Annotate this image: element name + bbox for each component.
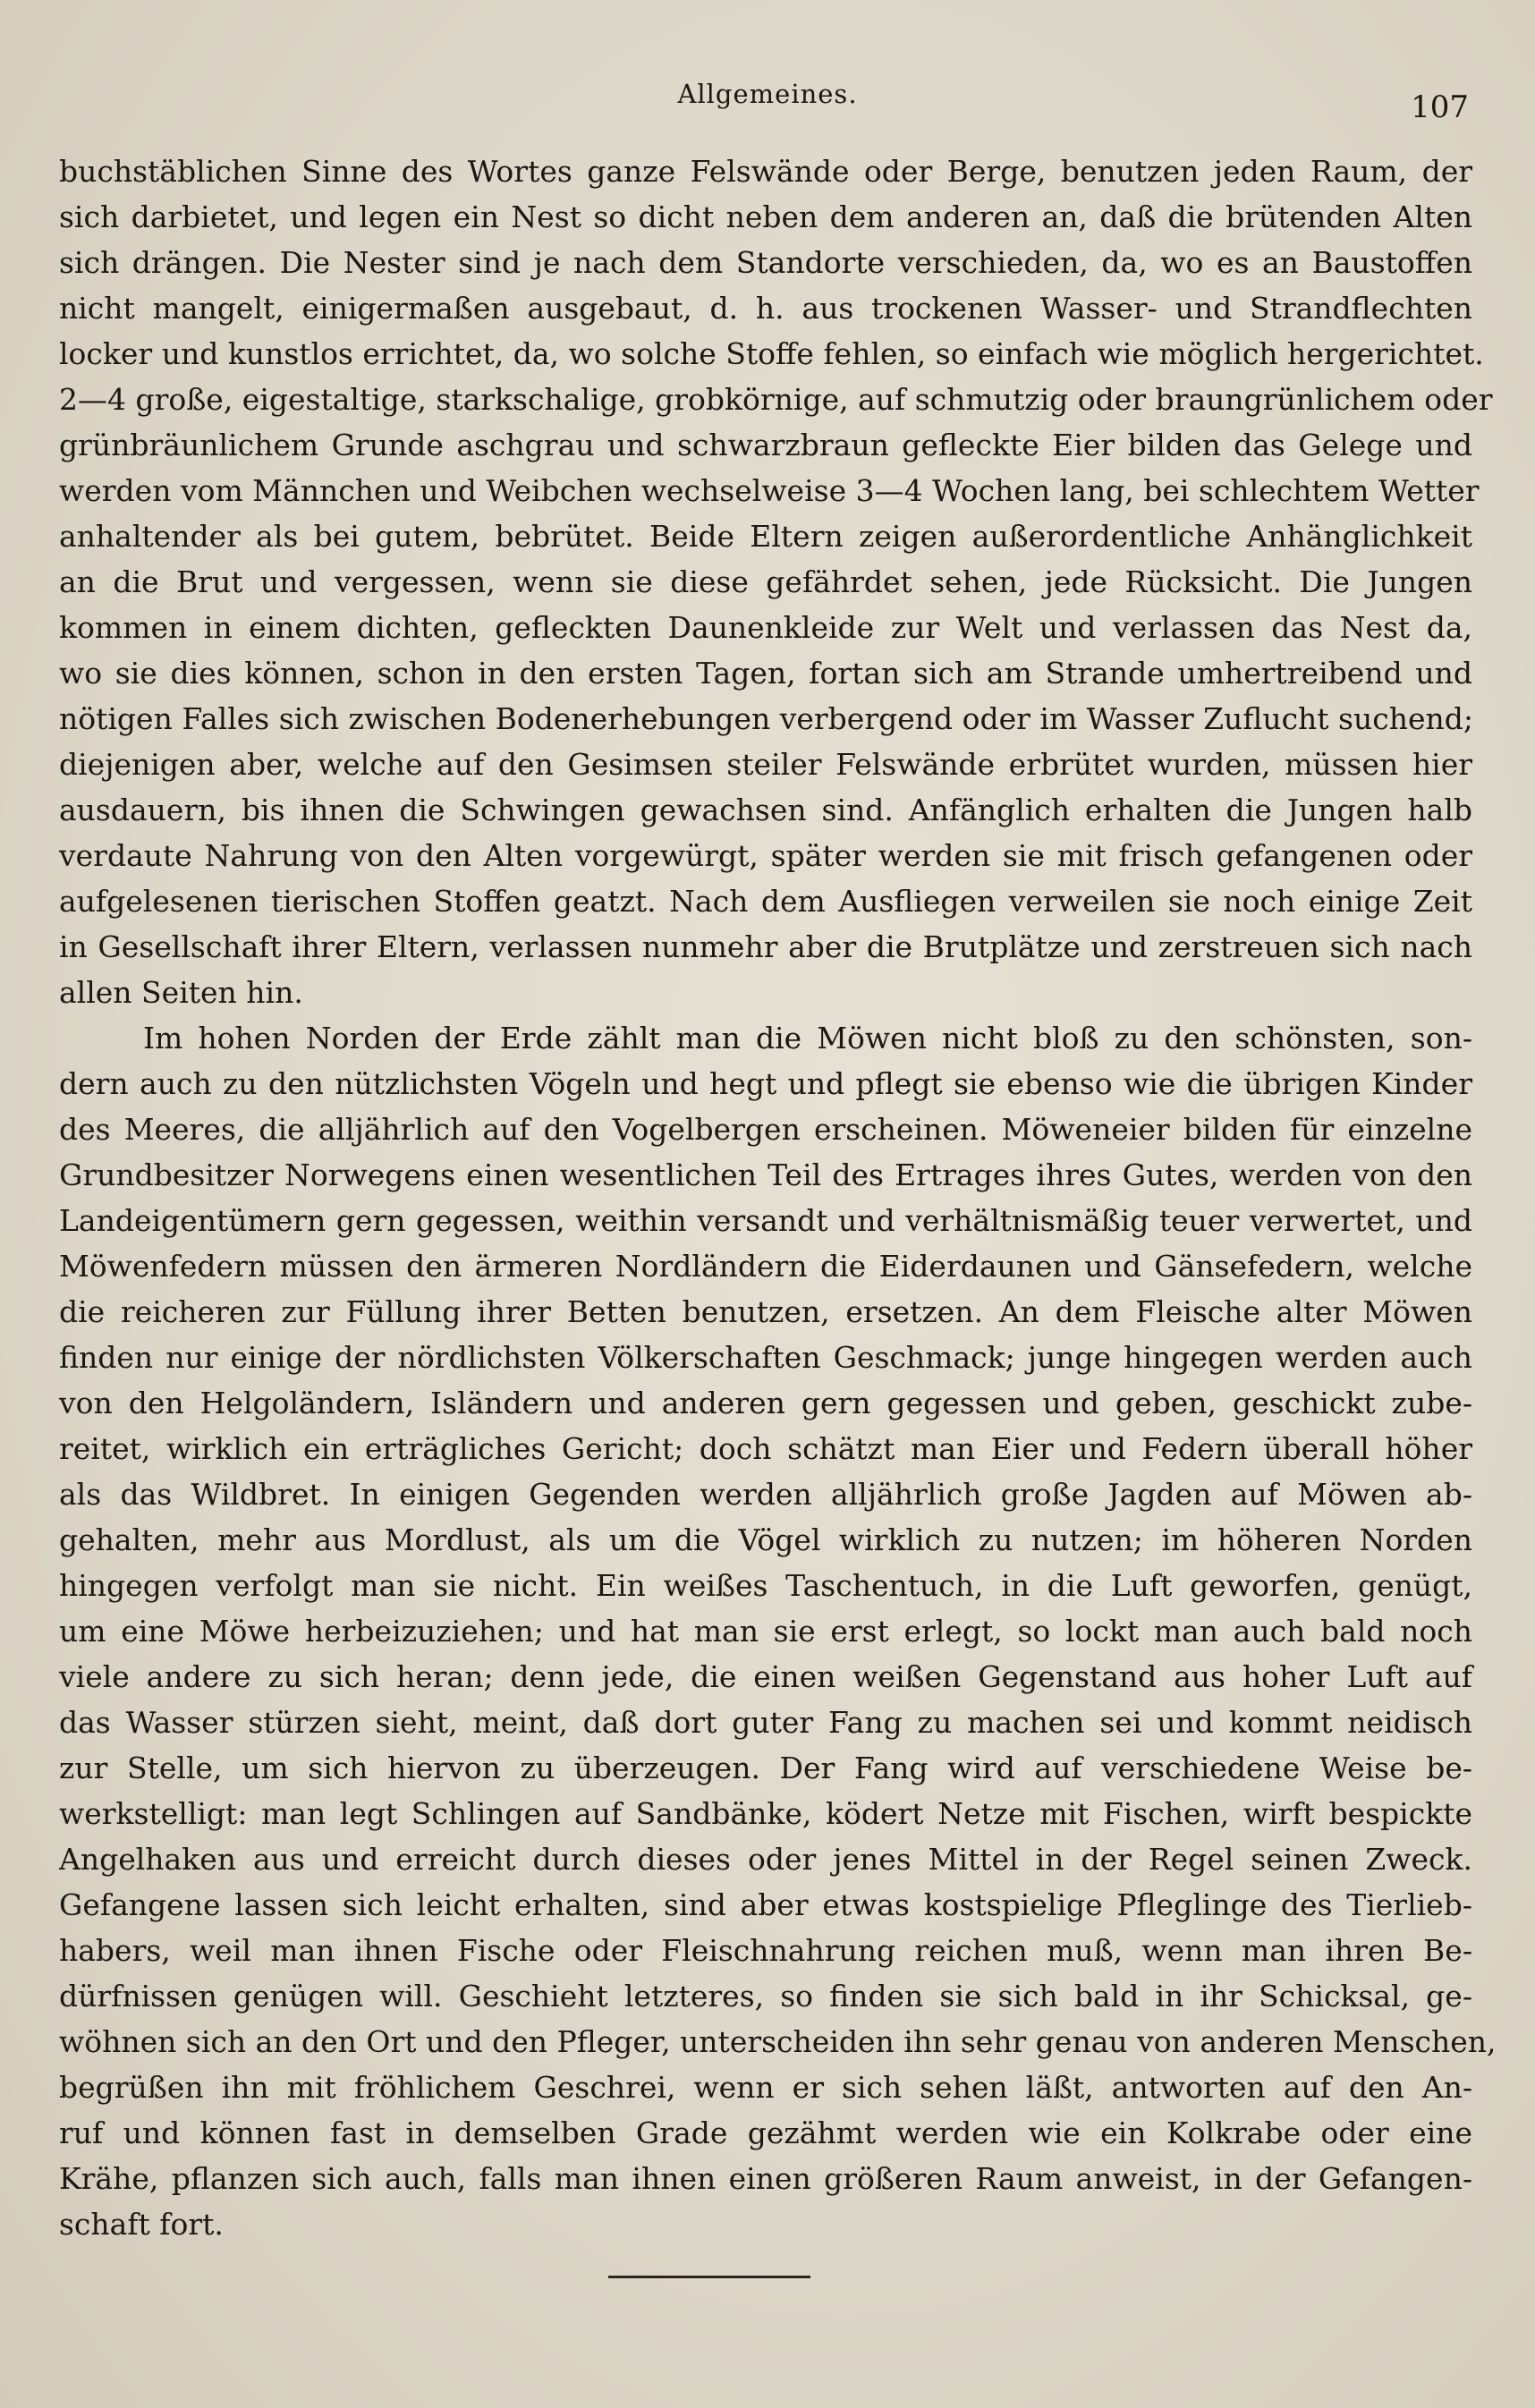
text-line: an die Brut und vergessen, wenn sie diese gefährdet sehen, jede Rücksicht. Die Jungen xyxy=(59,564,1472,599)
section-end-rule xyxy=(608,2276,810,2278)
text-line: nicht mangelt, einigermaßen ausgebaut, d. h. aus trockenen Wasser- und Strandflechten xyxy=(59,291,1472,326)
text-line: Grundbesitzer Norwegens einen wesentlichen Teil des Ertrages ihres Gutes, werden von den xyxy=(59,1157,1472,1192)
paragraph xyxy=(59,1015,1497,2247)
text-line: aufgelesenen tierischen Stoffen geatzt. Nach dem Ausfliegen verweilen sie noch einige Zeit xyxy=(59,884,1472,919)
text-line: begrüßen ihn mit fröhlichem Geschrei, wenn er sich sehen läßt, antworten auf den An- xyxy=(59,2070,1472,2105)
text-line: grünbräunlichem Grunde aschgrau und schwarzbraun gefleckte Eier bilden das Gelege und xyxy=(59,428,1472,462)
text-line: Möwenfedern müssen den ärmeren Nordländern die Eiderdaunen und Gänsefedern, welche xyxy=(59,1249,1472,1284)
text-line: 2—4 große, eigestaltige, starkschalige, grobkörnige, auf schmutzig oder braungrünlichem oder xyxy=(59,382,1493,417)
text-line: in Gesellschaft ihrer Eltern, verlassen nunmehr aber die Brutplätze und zerstreuen sich nach xyxy=(59,929,1472,964)
text-line: Im hohen Norden der Erde zählt man die Möwen nicht bloß zu den schönsten, son- xyxy=(143,1021,1472,1056)
text-line: viele andere zu sich heran; denn jede, die einen weißen Gegenstand aus hoher Luft auf xyxy=(59,1659,1472,1694)
body-text xyxy=(59,148,1497,2247)
text-line: das Wasser stürzen sieht, meint, daß dort guter Fang zu machen sei und kommt neidisch xyxy=(59,1705,1472,1740)
page-number: 107 xyxy=(1411,89,1469,125)
running-head: Allgemeines. xyxy=(677,79,858,109)
text-line: werden vom Männchen und Weibchen wechselweise 3—4 Wochen lang, bei schlechtem Wetter xyxy=(59,473,1480,508)
text-line: werkstelligt: man legt Schlingen auf Sandbänke, ködert Netze mit Fischen, wirft bespickte xyxy=(59,1796,1472,1831)
text-line: Gefangene lassen sich leicht erhalten, sind aber etwas kostspielige Pfleglinge des Tierlieb- xyxy=(59,1887,1472,1922)
text-line: dürfnissen genügen will. Geschieht letzteres, so finden sie sich bald in ihr Schicksal, ge- xyxy=(59,1979,1472,2014)
text-line: Angelhaken aus und erreicht durch dieses oder jenes Mittel in der Regel seinen Zweck. xyxy=(59,1842,1472,1877)
text-line: diejenigen aber, welche auf den Gesimsen steiler Felswände erbrütet wurden, müssen hier xyxy=(59,747,1472,782)
text-line: hingegen verfolgt man sie nicht. Ein weißes Taschentuch, in die Luft geworfen, genügt, xyxy=(59,1568,1472,1603)
text-line: dern auch zu den nützlichsten Vögeln und hegt und pflegt sie ebenso wie die übrigen Kinder xyxy=(59,1066,1472,1101)
text-line: schaft fort. xyxy=(59,2207,224,2242)
text-line: als das Wildbret. In einigen Gegenden werden alljährlich große Jagden auf Möwen ab- xyxy=(59,1477,1472,1512)
text-line: wöhnen sich an den Ort und den Pfleger, unterscheiden ihn sehr genau von anderen Menschen, xyxy=(59,2024,1497,2059)
text-line: sich darbietet, und legen ein Nest so dicht neben dem anderen an, daß die brütenden Alten xyxy=(59,199,1472,234)
text-line: verdaute Nahrung von den Alten vorgewürgt, später werden sie mit frisch gefangenen oder xyxy=(59,838,1472,873)
text-line: Krähe, pflanzen sich auch, falls man ihnen einen größeren Raum anweist, in der Gefangen- xyxy=(59,2161,1472,2196)
text-line: ausdauern, bis ihnen die Schwingen gewachsen sind. Anfänglich erhalten die Jungen halb xyxy=(59,793,1472,827)
text-line: zur Stelle, um sich hiervon zu überzeugen. Der Fang wird auf verschiedene Weise be- xyxy=(59,1751,1472,1785)
text-line: die reicheren zur Füllung ihrer Betten benutzen, ersetzen. An dem Fleische alter Möwen xyxy=(59,1294,1472,1329)
paragraph xyxy=(59,148,1493,1015)
text-line: gehalten, mehr aus Mordlust, als um die Vögel wirklich zu nutzen; im höheren Norden xyxy=(59,1522,1472,1557)
text-line: nötigen Falles sich zwischen Bodenerhebungen verbergend oder im Wasser Zuflucht suchend; xyxy=(59,701,1474,736)
text-line: um eine Möwe herbeizuziehen; und hat man sie erst erlegt, so lockt man auch bald noch xyxy=(59,1614,1472,1649)
text-line: anhaltender als bei gutem, bebrütet. Beide Eltern zeigen außerordentliche Anhänglichkeit xyxy=(59,519,1472,554)
text-line: von den Helgoländern, Isländern und anderen gern gegessen und geben, geschickt zube- xyxy=(59,1386,1472,1420)
text-line: buchstäblichen Sinne des Wortes ganze Felswände oder Berge, benutzen jeden Raum, der xyxy=(59,154,1472,189)
text-line: des Meeres, die alljährlich auf den Vogelbergen erscheinen. Möweneier bilden für einzelne xyxy=(59,1112,1472,1147)
text-line: sich drängen. Die Nester sind je nach dem Standorte verschieden, da, wo es an Baustoffen xyxy=(59,245,1472,280)
text-line: ruf und können fast in demselben Grade gezähmt werden wie ein Kolkrabe oder eine xyxy=(59,2115,1472,2150)
text-line: finden nur einige der nördlichsten Völkerschaften Geschmack; junge hingegen werden auch xyxy=(59,1340,1472,1375)
text-line: wo sie dies können, schon in den ersten Tagen, fortan sich am Strande umhertreibend und xyxy=(59,656,1472,691)
text-line: allen Seiten hin. xyxy=(59,975,303,1010)
text-line: reitet, wirklich ein erträgliches Gericht; doch schätzt man Eier und Federn überall höher xyxy=(59,1431,1472,1466)
text-line: Landeigentümern gern gegessen, weithin versandt und verhältnismäßig teuer verwertet, und xyxy=(59,1203,1472,1238)
text-line: habers, weil man ihnen Fische oder Fleischnahrung reichen muß, wenn man ihren Be- xyxy=(59,1933,1472,1968)
text-line: locker und kunstlos errichtet, da, wo solche Stoffe fehlen, so einfach wie möglich hergerichtet. xyxy=(59,336,1484,371)
text-line: kommen in einem dichten, gefleckten Daunenkleide zur Welt und verlassen das Nest da, xyxy=(59,610,1472,645)
